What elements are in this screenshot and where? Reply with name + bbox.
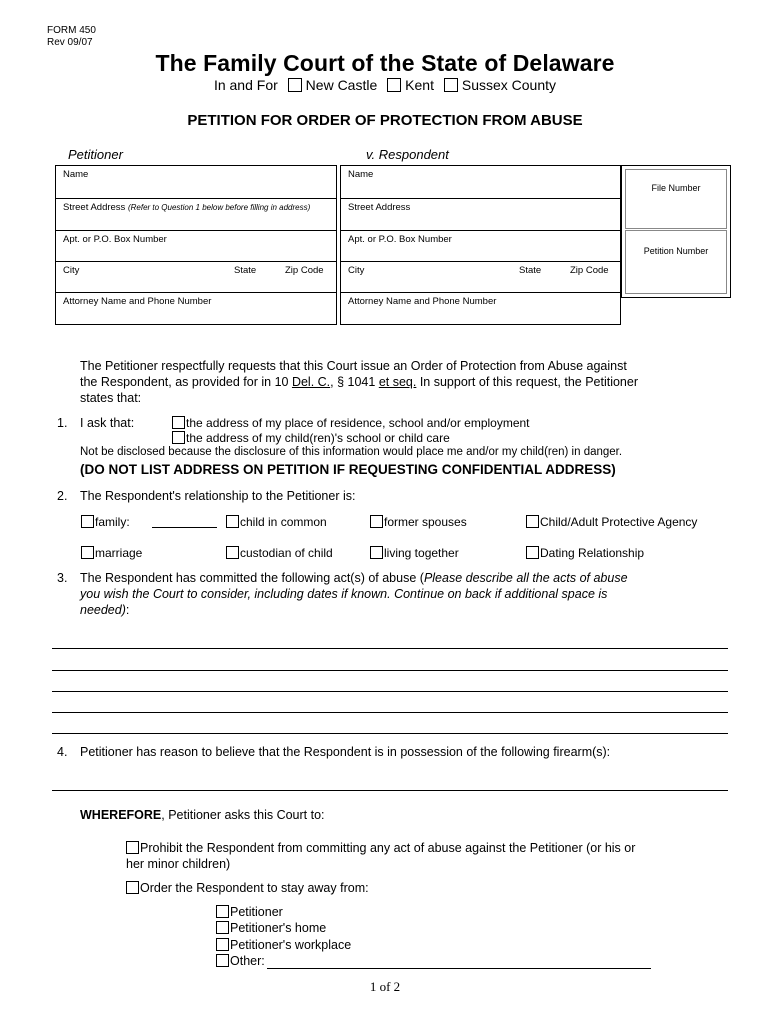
form-revision: Rev 09/07 bbox=[47, 37, 93, 48]
q4-text: Petitioner has reason to believe that the Respondent is in possession of the following firearm(s): bbox=[80, 745, 611, 759]
petitioner-box bbox=[55, 165, 337, 325]
q2-number: 2. bbox=[57, 489, 68, 503]
living-together-checkbox[interactable] bbox=[370, 546, 383, 559]
respondent-street-field[interactable]: Street Address bbox=[341, 199, 620, 231]
firearm-answer-line[interactable] bbox=[52, 790, 728, 791]
petition-number-field[interactable]: Petition Number bbox=[625, 230, 727, 294]
petitioner-label: Petitioner bbox=[68, 147, 123, 162]
stay-away-home: Petitioner's home bbox=[216, 920, 326, 936]
petitioner-name-field[interactable]: Name bbox=[56, 166, 336, 199]
q1-ask-label: I ask that: bbox=[80, 416, 135, 430]
protective-agency-checkbox[interactable] bbox=[526, 515, 539, 528]
respondent-label: v. Respondent bbox=[366, 147, 449, 162]
respondent-apt-field[interactable]: Apt. or P.O. Box Number bbox=[341, 231, 620, 262]
sussex-label: Sussex County bbox=[461, 77, 557, 93]
new-castle-label: New Castle bbox=[305, 77, 378, 93]
abuse-answer-line[interactable] bbox=[52, 733, 728, 734]
stay-away-option: Order the Respondent to stay away from: bbox=[126, 880, 369, 896]
family-checkbox[interactable] bbox=[81, 515, 94, 528]
custodian-checkbox[interactable] bbox=[226, 546, 239, 559]
q1-option-residence: the address of my place of residence, school and/or employment bbox=[172, 416, 530, 430]
former-spouses-option: former spouses bbox=[370, 515, 467, 529]
stay-away-other: Other: bbox=[216, 953, 265, 969]
petitioner-attorney-field[interactable]: Attorney Name and Phone Number bbox=[63, 296, 212, 307]
sussex-checkbox[interactable] bbox=[444, 78, 458, 92]
new-castle-checkbox[interactable] bbox=[288, 78, 302, 92]
file-number-field[interactable]: File Number bbox=[625, 169, 727, 229]
form-number: FORM 450 bbox=[47, 25, 96, 36]
q2-text: The Respondent's relationship to the Petitioner is: bbox=[80, 489, 356, 503]
petition-title: PETITION FOR ORDER OF PROTECTION FROM ABUSE bbox=[187, 112, 583, 129]
respondent-attorney-field[interactable]: Attorney Name and Phone Number bbox=[348, 296, 497, 307]
stay-away-checkbox[interactable] bbox=[126, 881, 139, 894]
q1-option-child-school: the address of my child(ren)'s school or child care bbox=[172, 431, 450, 445]
marriage-checkbox[interactable] bbox=[81, 546, 94, 559]
dating-option: Dating Relationship bbox=[526, 546, 644, 560]
other-blank-line[interactable] bbox=[267, 968, 651, 969]
page-number: 1 of 2 bbox=[369, 979, 401, 994]
child-in-common-option: child in common bbox=[226, 515, 327, 529]
q3-text: The Respondent has committed the following act(s) of abuse (Please describe all the acts of abuse you wish the Court to consider, including dates if known. Continue on back if additional space is needed): bbox=[80, 571, 628, 617]
q1-number: 1. bbox=[57, 416, 68, 430]
wherefore-heading: WHEREFORE, Petitioner asks this Court to: bbox=[80, 808, 325, 822]
stay-away-workplace-checkbox[interactable] bbox=[216, 938, 229, 951]
abuse-answer-line[interactable] bbox=[52, 691, 728, 692]
petitioner-street-field[interactable]: Street Address (Refer to Question 1 below before filling in address) bbox=[56, 199, 336, 231]
q1-warning: (DO NOT LIST ADDRESS ON PETITION IF REQUESTING CONFIDENTIAL ADDRESS) bbox=[80, 462, 616, 477]
respondent-city-field[interactable]: City State Zip Code bbox=[341, 262, 620, 293]
q4-number: 4. bbox=[57, 745, 68, 759]
stay-away-other-checkbox[interactable] bbox=[216, 954, 229, 967]
protective-agency-option: Child/Adult Protective Agency bbox=[526, 515, 697, 529]
court-title: The Family Court of the State of Delaware bbox=[155, 50, 615, 76]
prohibit-option: Prohibit the Respondent from committing any act of abuse against the Petitioner (or his or her minor children) bbox=[126, 841, 636, 871]
child-school-checkbox[interactable] bbox=[172, 431, 185, 444]
former-spouses-checkbox[interactable] bbox=[370, 515, 383, 528]
q3-number: 3. bbox=[57, 571, 68, 585]
stay-away-workplace: Petitioner's workplace bbox=[216, 937, 351, 953]
stay-away-home-checkbox[interactable] bbox=[216, 921, 229, 934]
child-in-common-checkbox[interactable] bbox=[226, 515, 239, 528]
court-use-box bbox=[621, 165, 731, 298]
county-selector bbox=[0, 77, 770, 93]
residence-checkbox[interactable] bbox=[172, 416, 185, 429]
respondent-box bbox=[340, 165, 621, 325]
prohibit-checkbox[interactable] bbox=[126, 841, 139, 854]
respondent-name-field[interactable]: Name bbox=[341, 166, 620, 199]
living-together-option: living together bbox=[370, 546, 459, 560]
abuse-answer-line[interactable] bbox=[52, 670, 728, 671]
marriage-option: marriage bbox=[81, 546, 142, 560]
stay-away-petitioner: Petitioner bbox=[216, 904, 283, 920]
petitioner-city-field[interactable]: City State Zip Code bbox=[56, 262, 336, 293]
family-option: family: bbox=[81, 515, 130, 529]
family-blank-line[interactable] bbox=[152, 527, 217, 528]
kent-label: Kent bbox=[405, 77, 434, 93]
dating-checkbox[interactable] bbox=[526, 546, 539, 559]
kent-checkbox[interactable] bbox=[387, 78, 401, 92]
petitioner-apt-field[interactable]: Apt. or P.O. Box Number bbox=[56, 231, 336, 262]
abuse-answer-line[interactable] bbox=[52, 712, 728, 713]
q1-note: Not be disclosed because the disclosure of this information would place me and/or my child(ren) in danger. bbox=[80, 446, 623, 458]
intro-paragraph: The Petitioner respectfully requests that this Court issue an Order of Protection from Abuse against the Respondent, as provided for in 10 Del. C., § 1041 et seq. In support of this request, the Petitioner states that: bbox=[80, 359, 638, 405]
stay-away-petitioner-checkbox[interactable] bbox=[216, 905, 229, 918]
in-and-for-label: In and For bbox=[213, 77, 278, 93]
abuse-answer-line[interactable] bbox=[52, 648, 728, 649]
custodian-option: custodian of child bbox=[226, 546, 333, 560]
